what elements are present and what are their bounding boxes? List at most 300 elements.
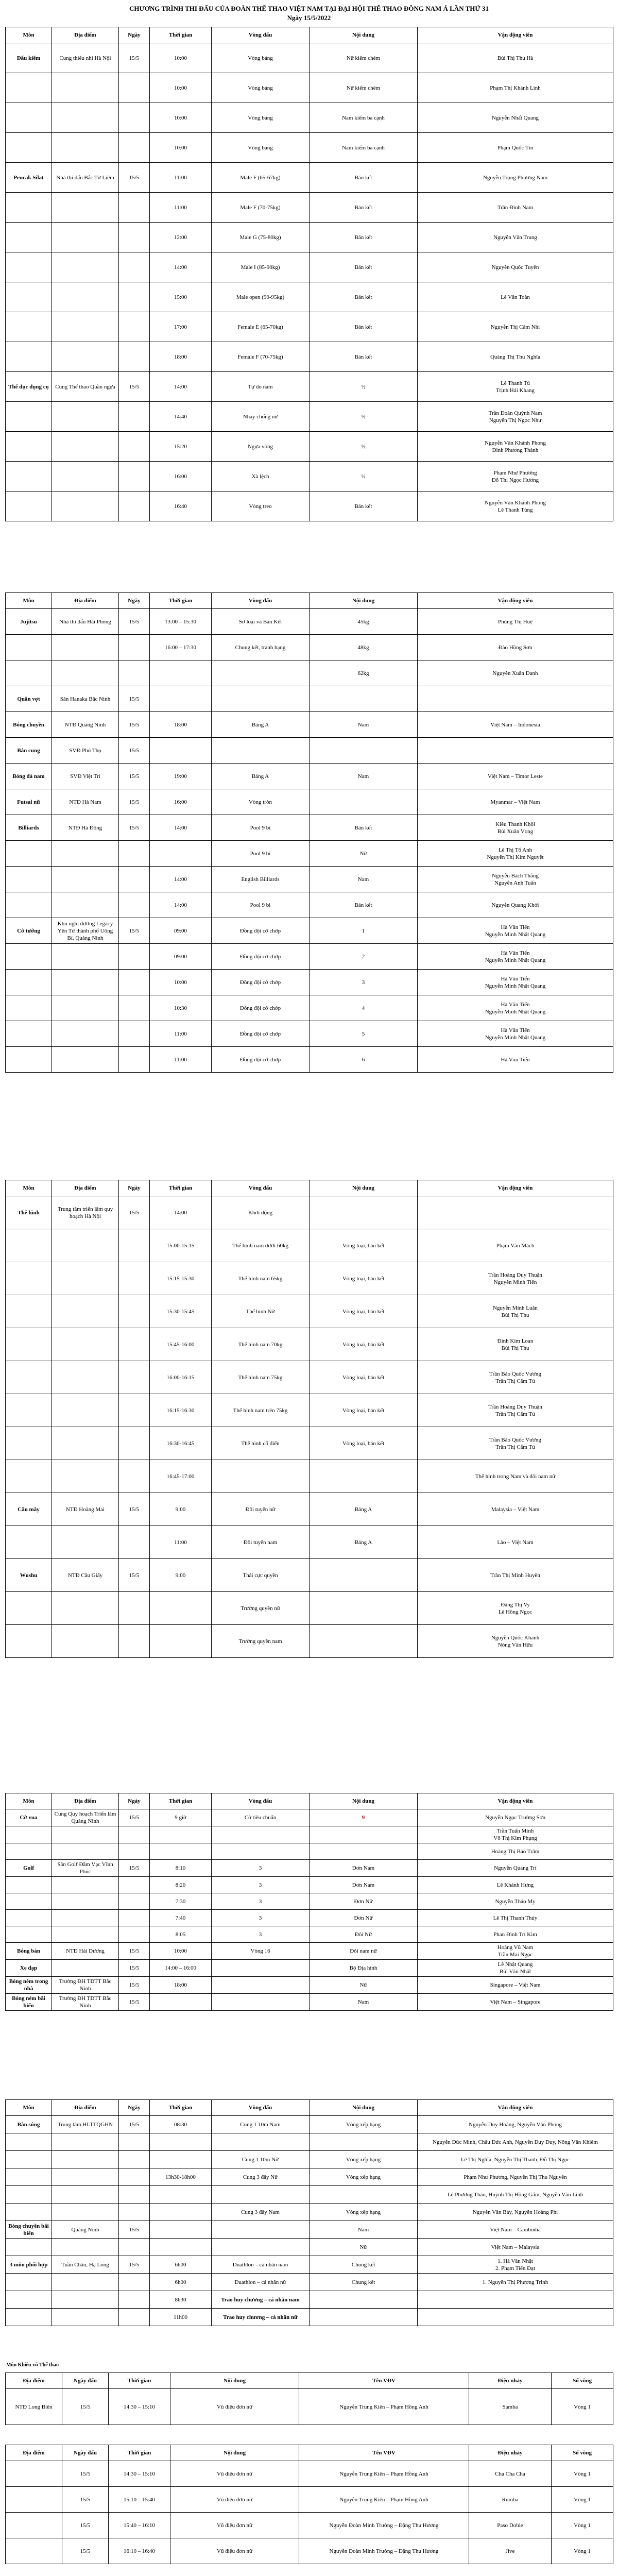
table-cell: Nam <box>310 1994 418 2011</box>
table-cell <box>6 312 52 342</box>
table-cell: Bóng đá nam <box>6 764 52 789</box>
table-cell <box>52 1910 119 1926</box>
table-cell <box>6 2513 62 2538</box>
table-cell <box>310 789 418 815</box>
table-cell: Việt Nam – Singapore <box>418 1994 613 2011</box>
table-cell <box>52 282 119 312</box>
table-cell <box>119 2168 150 2186</box>
table-cell <box>6 252 52 282</box>
table-cell: Lê Thanh Tú Trịnh Hải Khang <box>418 372 613 402</box>
table-cell: 15/5 <box>62 2538 109 2564</box>
table-cell: 14:30 – 15:10 <box>109 2389 170 2425</box>
table-cell: 11h00 <box>150 2309 212 2326</box>
table-cell: Nguyễn Văn Bảy, Nguyễn Hoàng Phi <box>418 2204 613 2221</box>
table-cell: 14:30 – 15:10 <box>109 2461 170 2487</box>
table-cell <box>52 193 119 223</box>
table-row <box>6 2256 613 2274</box>
table-cell <box>212 738 310 764</box>
table-cell <box>150 2221 212 2239</box>
table-cell <box>52 660 119 686</box>
table-row <box>6 2274 613 2291</box>
table-row <box>6 1361 613 1394</box>
table-cell: 18:00 <box>150 712 212 738</box>
table-cell <box>119 892 150 918</box>
table-cell <box>212 660 310 686</box>
table-cell: Quàng Thị Thu Nghĩa <box>418 342 613 372</box>
table-cell: Việt Nam – Cambodia <box>418 2221 613 2239</box>
table-cell <box>119 1893 150 1910</box>
column-header: Nội dung <box>310 593 418 609</box>
table-cell <box>6 892 52 918</box>
table-cell: Vòng treo <box>212 492 310 521</box>
table-cell: 45kg <box>310 609 418 635</box>
column-header: Thời gian <box>150 593 212 609</box>
table-row <box>6 944 613 970</box>
table-row <box>6 1943 613 1960</box>
table-cell <box>6 1843 52 1860</box>
table-cell <box>150 1826 212 1843</box>
table-cell: Đinh Kim Loan Bùi Thị Thu <box>418 1328 613 1361</box>
table-cell: 9:00 <box>150 1559 212 1592</box>
table-cell: Vòng xếp hạng <box>310 2116 418 2133</box>
table-cell: 15/5 <box>62 2389 109 2425</box>
table-cell <box>212 1960 310 1977</box>
column-header: Ngày <box>119 1793 150 1809</box>
table-cell: Bán kết <box>310 163 418 193</box>
table-cell: 11:00 <box>150 1021 212 1047</box>
table-cell: Trần Thị Minh Huyền <box>418 1559 613 1592</box>
table-cell: Bắn súng <box>6 2116 52 2133</box>
table-cell: 10:00 <box>150 73 212 103</box>
table-cell <box>52 223 119 252</box>
table-cell: Nữ <box>310 2239 418 2256</box>
table-cell: Thể hình Nữ <box>212 1295 310 1328</box>
table-cell: 15/5 <box>119 738 150 764</box>
table-cell: Trần Hoàng Duy Thuận Trần Thị Cẩm Tú <box>418 1394 613 1427</box>
table-cell: Vòng loại, bán kết <box>310 1295 418 1328</box>
table-cell <box>6 1460 52 1493</box>
title-line-1: CHƯƠNG TRÌNH THI ĐẤU CỦA ĐOÀN THỂ THAO VIỆT NAM TẠI ĐẠI HỘI THỂ THAO ĐÔNG NAM Á LẦN THỨ 31 <box>129 5 489 12</box>
table-cell <box>119 2151 150 2168</box>
table-cell <box>310 2186 418 2204</box>
table-cell: Vòng bảng <box>212 133 310 163</box>
table-cell: Trao huy chương – cá nhân nữ <box>212 2309 310 2326</box>
table-cell: 9:00 <box>150 1493 212 1526</box>
table-cell: 15:00 <box>150 282 212 312</box>
table-cell: 15/5 <box>62 2513 109 2538</box>
title-line-2: Ngày 15/5/2022 <box>287 14 331 22</box>
table-cell: 11:00 <box>150 193 212 223</box>
table-cell <box>212 1977 310 1994</box>
table-cell: Singapore – Việt Nam <box>418 1977 613 1994</box>
table-cell: 12:00 <box>150 223 212 252</box>
table-cell <box>119 1910 150 1926</box>
table-cell: Bảng A <box>310 1493 418 1526</box>
table-cell: Female E (65-70kg) <box>212 312 310 342</box>
table-cell: 15/5 <box>62 2461 109 2487</box>
table-cell: Thể hình cổ điển <box>212 1427 310 1460</box>
table-row <box>6 133 613 163</box>
table-cell: Bảng A <box>212 764 310 789</box>
column-header: Vận động viên <box>418 2100 613 2116</box>
table-row <box>6 73 613 103</box>
table-cell: Chung kết <box>310 2256 418 2274</box>
table-cell: 15/5 <box>119 372 150 402</box>
table-cell <box>6 2274 52 2291</box>
table-row <box>6 2389 613 2425</box>
table-cell: Xà lệch <box>212 462 310 492</box>
table-cell <box>52 2274 119 2291</box>
table-cell: Hoàng Vũ Nam Trần Mai Ngọc <box>418 1943 613 1960</box>
table-cell: 8:10 <box>150 1860 212 1877</box>
table-cell <box>119 1262 150 1295</box>
table-cell: 14:00 <box>150 815 212 841</box>
column-header: Ngày <box>119 593 150 609</box>
column-header: Vận động viên <box>418 593 613 609</box>
column-header: Môn <box>6 1793 52 1809</box>
table-cell: 14:00 <box>150 867 212 892</box>
table-cell: ½ <box>310 432 418 462</box>
table-cell: Đơn Nữ <box>310 1910 418 1926</box>
table-cell <box>150 1994 212 2011</box>
table-cell <box>119 2291 150 2309</box>
table-cell <box>119 2239 150 2256</box>
table-row <box>6 193 613 223</box>
table-cell: Cung Thể thao Quần ngựa <box>52 372 119 402</box>
table-row <box>6 1559 613 1592</box>
table-cell: 15/5 <box>119 1196 150 1229</box>
table-row <box>6 2151 613 2168</box>
table-row <box>6 342 613 372</box>
table-cell: Lê Văn Toàn <box>418 282 613 312</box>
table-cell: Đơn Nam <box>310 1860 418 1877</box>
table-cell <box>119 841 150 867</box>
table-cell <box>418 1196 613 1229</box>
table-cell: Đồng đội cờ chớp <box>212 970 310 995</box>
table-cell <box>310 2309 418 2326</box>
table-cell: 14:00 – 16:00 <box>150 1960 212 1977</box>
table-cell: 6h00 <box>150 2274 212 2291</box>
table-cell: 11:00 <box>150 1526 212 1559</box>
table-cell: 17:00 <box>150 312 212 342</box>
table-cell: 15/5 <box>119 1860 150 1877</box>
table-cell: 16:00 <box>150 789 212 815</box>
table-row <box>6 163 613 193</box>
table-row <box>6 1328 613 1361</box>
table-cell: Malaysia – Việt Nam <box>418 1493 613 1526</box>
table-cell <box>52 73 119 103</box>
table-cell <box>150 2133 212 2151</box>
table-cell: 10:00 <box>150 1943 212 1960</box>
table-cell: Hà Văn Tiến Nguyễn Minh Nhật Quang <box>418 970 613 995</box>
table-cell: ½ <box>310 462 418 492</box>
column-header: Ngày <box>119 27 150 43</box>
table-cell: 3 <box>212 1926 310 1943</box>
table-cell: 15/5 <box>119 2116 150 2133</box>
table-cell: Vòng bảng <box>212 73 310 103</box>
column-header: Thời gian <box>109 2445 170 2461</box>
table-cell: 8h30 <box>150 2291 212 2309</box>
table-cell <box>6 402 52 432</box>
table-cell: Hà Văn Tiến Nguyễn Minh Nhật Quang <box>418 1021 613 1047</box>
column-header: Môn <box>6 27 52 43</box>
table-row <box>6 712 613 738</box>
column-header: Tên VĐV <box>299 2445 469 2461</box>
table-cell <box>52 1295 119 1328</box>
table-cell: 08:30 <box>150 2116 212 2133</box>
table-cell: Nữ kiếm chém <box>310 73 418 103</box>
table-row <box>6 1427 613 1460</box>
table-row <box>6 2513 613 2538</box>
table-row <box>6 2291 613 2309</box>
table-cell: 15/5 <box>119 1960 150 1977</box>
table-cell: Phạm Như Phương Đỗ Thị Ngọc Hương <box>418 462 613 492</box>
table-cell: Thể hình nam dưới 60kg <box>212 1229 310 1262</box>
table-cell <box>6 1893 52 1910</box>
table-cell <box>119 2274 150 2291</box>
schedule-table-fencing-silat-gymnastics <box>5 27 613 521</box>
table-cell <box>52 1592 119 1625</box>
table-cell <box>150 738 212 764</box>
table-cell: Vòng loại, bán kết <box>310 1394 418 1427</box>
table-cell <box>52 342 119 372</box>
table-row <box>6 2168 613 2186</box>
table-cell <box>6 492 52 521</box>
table-cell: 15:40 – 16:10 <box>109 2513 170 2538</box>
table-cell <box>6 841 52 867</box>
table-cell: 18:00 <box>150 342 212 372</box>
table-cell <box>52 1926 119 1943</box>
table-row <box>6 1196 613 1229</box>
table-cell: Bóng chuyền bãi biển <box>6 2221 52 2239</box>
table-cell <box>119 402 150 432</box>
column-header: Nội dung <box>310 27 418 43</box>
table-cell: 8:20 <box>150 1877 212 1893</box>
table-cell <box>119 2309 150 2326</box>
table-row <box>6 1592 613 1625</box>
table-cell: NTĐ Hoàng Mai <box>52 1493 119 1526</box>
table-cell: Thái cực quyền <box>212 1559 310 1592</box>
table-cell: 3 <box>212 1910 310 1926</box>
table-cell: 15/5 <box>119 163 150 193</box>
column-header: Thời gian <box>150 1180 212 1196</box>
table-cell: 15/5 <box>119 815 150 841</box>
table-cell: 8:05 <box>150 1926 212 1943</box>
table-cell: Samba <box>469 2389 552 2425</box>
table-cell <box>119 1460 150 1493</box>
table-cell: Male open (90-95kg) <box>212 282 310 312</box>
table-cell: Kiều Thanh Khôi Bùi Xuân Vọng <box>418 815 613 841</box>
table-cell: Lê Nhật Quang Bùi Văn Nhất <box>418 1960 613 1977</box>
column-header: Nội dung <box>310 2100 418 2116</box>
table-cell: Futsal nữ <box>6 789 52 815</box>
table-cell <box>212 2239 310 2256</box>
table-cell: Sân Hanaka Bắc Ninh <box>52 686 119 712</box>
table-row <box>6 892 613 918</box>
column-header: Số vòng <box>552 2373 613 2389</box>
table-row <box>6 815 613 841</box>
table-cell: Đào Hồng Sơn <box>418 635 613 660</box>
table-row <box>6 1860 613 1877</box>
table-cell <box>52 1893 119 1910</box>
table-cell: Trung tâm HLTTQGHN <box>52 2116 119 2133</box>
table-cell <box>119 1047 150 1073</box>
table-row <box>6 1229 613 1262</box>
table-cell: 3 <box>212 1893 310 1910</box>
table-cell: Cha Cha Cha <box>469 2461 552 2487</box>
table-cell: Sân Golf Đầm Vạc Vĩnh Phúc <box>52 1860 119 1877</box>
table-cell <box>150 2239 212 2256</box>
table-cell: Trường quyền nam <box>212 1625 310 1658</box>
table-row <box>6 103 613 133</box>
table-cell: 2 <box>310 944 418 970</box>
table-cell <box>6 1229 52 1262</box>
table-cell: Trần Hoàng Duy Thuận Nguyễn Minh Tiến <box>418 1262 613 1295</box>
table-cell <box>6 2204 52 2221</box>
table-cell: Quần vợt <box>6 686 52 712</box>
table-cell <box>119 312 150 342</box>
table-cell: Hoàng Thị Bảo Trâm <box>418 1843 613 1860</box>
table-cell: 10:00 <box>150 43 212 73</box>
table-cell <box>212 1994 310 2011</box>
table-cell: Pool 9 bi <box>212 815 310 841</box>
table-cell <box>6 73 52 103</box>
table-cell: Cờ vua <box>6 1809 52 1826</box>
table-cell: 14:00 <box>150 892 212 918</box>
table-cell: Bán kết <box>310 815 418 841</box>
table-cell <box>119 1328 150 1361</box>
table-cell: 4 <box>310 995 418 1021</box>
table-cell: Vũ điệu đơn nữ <box>170 2389 299 2425</box>
table-row <box>6 312 613 342</box>
table-cell <box>310 1460 418 1493</box>
table-cell: 16:30-16:45 <box>150 1427 212 1460</box>
table-cell: 15/5 <box>119 686 150 712</box>
table-cell: Vòng xếp hạng <box>310 2151 418 2168</box>
table-cell: Pool 9 bi <box>212 841 310 867</box>
table-cell: Nam <box>310 764 418 789</box>
table-cell: Cung 3 đây Nam <box>212 2204 310 2221</box>
column-header: Địa điểm <box>52 1180 119 1196</box>
table-cell <box>119 1427 150 1460</box>
table-row <box>6 492 613 521</box>
table-cell <box>310 1196 418 1229</box>
table-cell: 15/5 <box>119 1493 150 1526</box>
table-row <box>6 2221 613 2239</box>
table-cell <box>119 1526 150 1559</box>
table-cell: 3 <box>310 970 418 995</box>
table-cell: NTĐ Hải Dương <box>52 1943 119 1960</box>
table-cell <box>52 635 119 660</box>
table-cell: Hà Văn Tiến Nguyễn Minh Nhật Quang <box>418 944 613 970</box>
table-cell <box>6 2291 52 2309</box>
table-row <box>6 1994 613 2011</box>
table-cell: Nguyễn Bách Thắng Nguyễn Anh Tuấn <box>418 867 613 892</box>
table-cell: 15/5 <box>119 1977 150 1994</box>
table-cell: Bắn cung <box>6 738 52 764</box>
table-cell: Nguyễn Duy Hoàng, Nguyễn Văn Phong <box>418 2116 613 2133</box>
table-cell <box>6 282 52 312</box>
table-cell: 14:00 <box>150 1196 212 1229</box>
table-cell: Nguyễn Trọng Phương Nam <box>418 163 613 193</box>
table-cell <box>52 462 119 492</box>
table-cell: 9 giờ <box>150 1809 212 1826</box>
table-cell <box>6 995 52 1021</box>
table-cell: Vòng 1 <box>552 2389 613 2425</box>
table-cell: Male F (70-75kg) <box>212 193 310 223</box>
table-cell <box>52 970 119 995</box>
table-cell: Nguyễn Minh Luân Bùi Thị Thu <box>418 1295 613 1328</box>
table-cell: Pencak Silat <box>6 163 52 193</box>
table-cell <box>6 2309 52 2326</box>
table-cell <box>6 1926 52 1943</box>
table-cell <box>6 1262 52 1295</box>
table-cell: 15/5 <box>119 43 150 73</box>
table-cell: Đặng Thị Vy Lê Hồng Ngọc <box>418 1592 613 1625</box>
table-row <box>6 462 613 492</box>
table-cell: Nhà thi đấu Bắc Từ Liêm <box>52 163 119 193</box>
table-cell <box>52 103 119 133</box>
table-cell: Bùi Thị Thu Hà <box>418 43 613 73</box>
table-cell <box>6 2461 62 2487</box>
table-cell: 15/5 <box>119 918 150 944</box>
table-cell: Wushu <box>6 1559 52 1592</box>
table-cell: SVĐ Phú Thọ <box>52 738 119 764</box>
table-cell <box>6 2186 52 2204</box>
table-row <box>6 2309 613 2326</box>
table-cell <box>6 1826 52 1843</box>
table-cell <box>6 342 52 372</box>
table-row <box>6 2461 613 2487</box>
table-cell <box>119 462 150 492</box>
table-row <box>6 1843 613 1860</box>
table-cell: 48kg <box>310 635 418 660</box>
schedule-table-bodybuilding-sepak-wushu <box>5 1180 613 1658</box>
table-cell: 13:00 – 15:30 <box>150 609 212 635</box>
table-row <box>6 1021 613 1047</box>
table-cell: NTĐ Quảng Ninh <box>52 712 119 738</box>
table-row <box>6 609 613 635</box>
table-row <box>6 789 613 815</box>
table-cell <box>119 1843 150 1860</box>
table-cell: Nguyễn Trung Kiên – Phạm Hồng Anh <box>299 2389 469 2425</box>
table-cell <box>52 432 119 462</box>
table-cell: Bóng bàn <box>6 1943 52 1960</box>
table-cell: Nguyễn Thảo My <box>418 1893 613 1910</box>
column-header: Địa điểm <box>52 27 119 43</box>
table-cell <box>52 2291 119 2309</box>
table-cell <box>6 2151 52 2168</box>
column-header: Số vòng <box>552 2445 613 2461</box>
table-cell <box>6 867 52 892</box>
table-cell <box>52 402 119 432</box>
table-cell: Cung 3 đây Nữ <box>212 2168 310 2186</box>
table-cell <box>119 223 150 252</box>
column-header: Vòng đấu <box>212 1180 310 1196</box>
table-row <box>6 1625 613 1658</box>
table-cell: Golf <box>6 1860 52 1877</box>
table-cell <box>52 1877 119 1893</box>
table-cell <box>212 686 310 712</box>
table-cell <box>119 133 150 163</box>
column-header: Vòng đấu <box>212 27 310 43</box>
schedule-table-chess-golf-misc <box>5 1793 613 2011</box>
table-cell: Bán kết <box>310 342 418 372</box>
table-cell: Vũ điệu đơn nữ <box>170 2461 299 2487</box>
table-cell: Trần Bảo Quốc Vương Trần Thị Cẩm Tú <box>418 1361 613 1394</box>
table-cell: Female F (70-75kg) <box>212 342 310 372</box>
table-cell: Việt Nam – Malaysia <box>418 2239 613 2256</box>
